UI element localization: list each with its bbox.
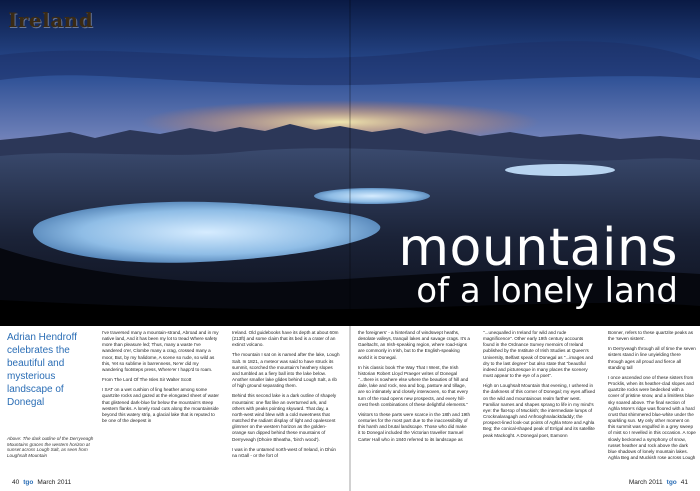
paragraph: Bonner, refers to these quartzite peaks as the 'seven sisters'. [608, 330, 694, 342]
paragraph: the foreigners' - a hinterland of windswept heaths, desolate valleys, tranquil lakes and savage crags. It's a Gaeltacht, an Irish-speaking region, where road-signs are commonly in Irish, but to the English-speaking world it is Donegal. [358, 330, 470, 360]
paragraph: In his classic book The Way That I Went, the Irish historian Robert Lloyd Praeger writes of Donegal "...there is nowhere else where the beauties of hill and dale, lake and rock, sea and bog, pasture and tillage, are so intimately and closely interwoven, so that every turn of the road opens new prospects, and every hill-crest fresh combinations of these delightful elements." [358, 364, 469, 407]
folio-left [8, 479, 75, 486]
body-column-4 [483, 330, 595, 443]
body-column-2 [232, 330, 340, 463]
paragraph: I was in the untamed north-west of Ireland, in Dhún na nGall - or the fort of [232, 446, 336, 458]
headline-line-1: mountains [398, 218, 678, 278]
paragraph: From The Lord Of The Isles Sir Walter Scott [102, 377, 192, 383]
paragraph: The mountain I sat on is named after the lake, Lough Salt. In 1821, a meteor was said to have struck its summit, scorched the mountain's heathery slopes and tumbled as a fiery ball into the lake below. Another smaller lake glides behind Lough Salt, a rib of high ground separating them. [232, 352, 340, 389]
paragraph: High on Loughsalt Mountain that evening, I ushered in the darkness of this corner of Donegal; my eyes affixed on the wild and mountainous realm farther west. Familiar names and shapes sprang to life in my mind's eye: the flat-top of Muckish; the intermediate lumps of Crocknalaragagh and Anfrooghnalacktdaddy; the prospect-lined look-out points of Aghla More and Aghla Beg; the conical-shaped peak of Errigal and its satellite peak Mackoght. A Donegal poet, Eamonn [483, 383, 596, 438]
headline [398, 218, 678, 311]
standfirst: Adrian Hendroff celebrates the beautiful and mysterious landscape of Donegal [7, 332, 77, 408]
paragraph: I've traversed many a mountain-strand, Abroad and in my native land, And it has been my lot to tread Where safety more than pleasure led; Thus, many a waste I've wandered o'er, Clombe many a crag, crossed many a moor, But, by my halidome, A scene so rude, so wild as this, Yet so sublime in barrenness, Ne'er did my wandering footsteps press, Where'er I happ'd to roam. [102, 330, 219, 372]
photo-caption: Above: The dark outline of the Derryveagh Mountains graces the western horizon at sunset across Lough Salt, as seen from Loughsalt Mountain [7, 436, 94, 458]
paragraph: I once ascended one of these sisters from Procklis, when its heather-clad slopes and quartzite rocks were bedecked with a cover of pristine snow, and a limitless blue sky soared above. The final section of Aghla More's ridge was floored with a hard crust that shimmered blue-white under the sparkling sun. My only other moment on this summit was engulfed in a grey sweep of mist so I revelled in this occasion. A rope slowly beckoned a symphony of snow, russet heather and rock above the dark blue shadows of lonely mountain lakes. Aghla Beg and Muckish rose across Lough [608, 374, 696, 460]
page-number: 41 [680, 479, 688, 486]
paragraph: Behind this second lake is a dark outline of shapely mountains: one flat like an overturned ark, and others with peaks pointing skyward. That day, a north-west wind blew with a cold sweetness that matched the radiant display of light and opalescent glimmer on the western horizon as the golden-orange sun dipped behind these mountains of Derryveagh (Dhoire Bheatha, 'birch wood'). [232, 393, 337, 442]
brand-logo: tgo [23, 479, 34, 486]
paragraph: "...unequalled in Ireland for wild and rude magnificence". Other early 19th century accounts found in the Ordnance Survey memoirs of Ireland published by the Institute of Irish Studies at Queen's University, Belfast speak of Donegal as "...images and dry to the last degree" but also state that "beautiful indeed and picturesque in many places the scenery must appear to the eye of a poet". [483, 330, 594, 379]
body-column-1 [102, 330, 220, 428]
body-column-3 [358, 330, 470, 447]
page-number: 40 [12, 479, 20, 486]
paragraph: I SAT on a wet cushion of ling heather among some quartzite rocks and gazed at the elongated sheet of water that glistened dark-blue far below the mountain's steep western flanks. A lonely road cuts along the mountainside beyond this watery strip, a glacial lake that is reputed to be one of the deepest in [102, 387, 219, 424]
issue-date: March 2011 [628, 479, 663, 486]
section-tag: Ireland [8, 8, 94, 32]
paragraph: Ireland. Old guidebooks have its depth at about 60m (213ft) and some claim that its bed is a crater of an extinct volcano. [232, 330, 339, 348]
headline-line-2: of a lonely land [416, 271, 678, 311]
body-column-5 [608, 330, 696, 465]
paragraph: In Derryveagh through all of time the seven sisters stand in line unyielding there through ages all proud and fierce all standing tall [608, 346, 696, 370]
brand-logo: tgo [666, 479, 677, 486]
issue-date: March 2011 [37, 479, 72, 486]
page-gutter [349, 0, 351, 491]
folio-right [625, 479, 692, 486]
paragraph: Visitors to these parts were scarce in the 18th and 19th centuries for the most part due to the inaccessibility of this harsh and brutal landscape. Those who did make it to Donegal included the Victorian traveller Samuel Carter Hall who in 1840 referred to its landscape as [358, 411, 471, 442]
